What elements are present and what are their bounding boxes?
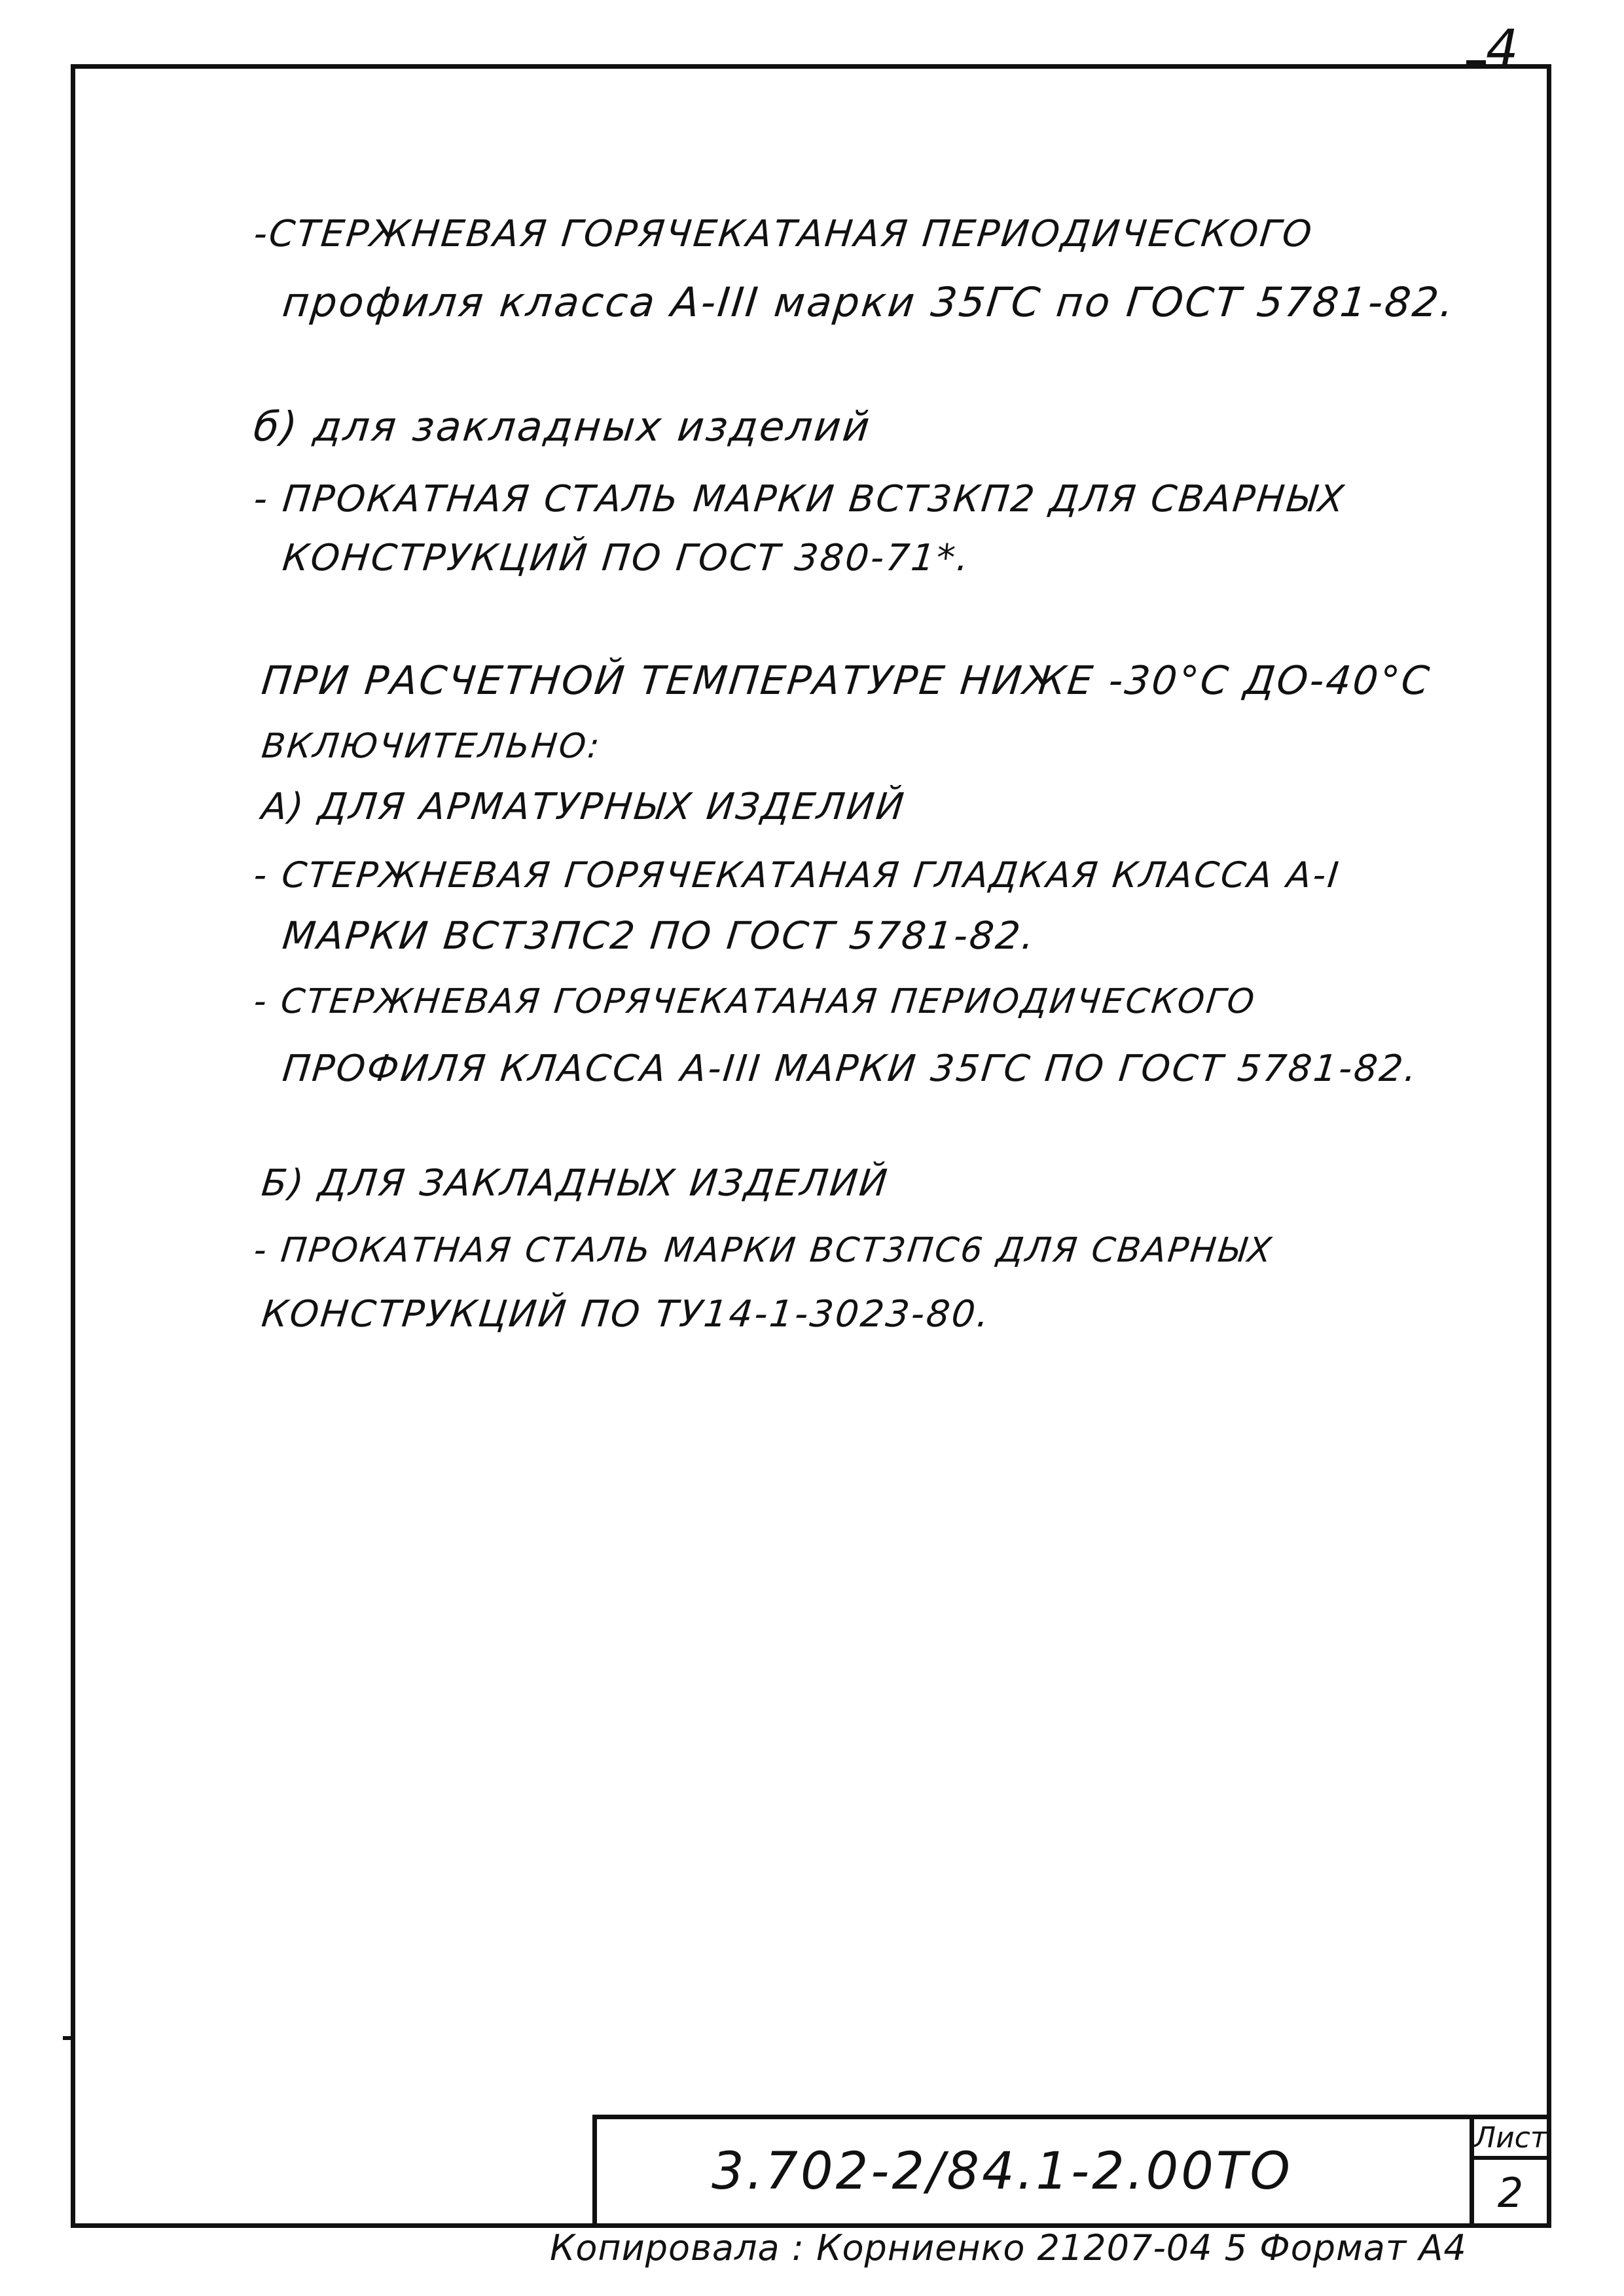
footer-copy-note: Копировала : Корниенко 21207-04 5 Формат А4 bbox=[550, 2227, 1467, 2269]
text-line-11: - СТЕРЖНЕВАЯ ГОРЯЧЕКАТАНАЯ ПЕРИОДИЧЕСКОГО bbox=[251, 982, 1258, 1021]
title-block bbox=[592, 2115, 1547, 2223]
text-line-14: - ПРОКАТНАЯ СТАЛЬ МАРКИ ВСТ3ПС6 ДЛЯ СВАРНЫХ bbox=[251, 1231, 1275, 1270]
text-line-8: А) ДЛЯ АРМАТУРНЫХ ИЗДЕЛИЙ bbox=[259, 786, 908, 828]
text-line-10: МАРКИ ВСТ3ПС2 ПО ГОСТ 5781-82. bbox=[280, 913, 1039, 958]
page-number: 4 bbox=[1486, 20, 1519, 79]
text-line-3: б) для закладных изделий bbox=[251, 403, 874, 450]
text-line-1: -СТЕРЖНЕВАЯ ГОРЯЧЕКАТАНАЯ ПЕРИОДИЧЕСКОГО bbox=[251, 213, 1316, 255]
text-line-4: - ПРОКАТНАЯ СТАЛЬ МАРКИ ВСТ3КП2 ДЛЯ СВАРНЫХ bbox=[251, 478, 1348, 520]
sheet-cell bbox=[1470, 2115, 1547, 2223]
text-line-5: КОНСТРУКЦИЙ ПО ГОСТ 380-71*. bbox=[280, 537, 973, 579]
text-line-6: ПРИ РАСЧЕТНОЙ ТЕМПЕРАТУРЕ НИЖЕ -30°С ДО-40°С bbox=[259, 658, 1434, 704]
document-code: 3.702-2/84.1-2.00ТО bbox=[712, 2142, 1293, 2201]
text-line-9: - СТЕРЖНЕВАЯ ГОРЯЧЕКАТАНАЯ ГЛАДКАЯ КЛАССА А-І bbox=[251, 854, 1343, 896]
text-line-2: профиля класса А-ІІІ марки 35ГС по ГОСТ 5781-82. bbox=[280, 278, 1458, 326]
title-block-main-cell bbox=[592, 2115, 1470, 2223]
sheet-number: 2 bbox=[1497, 2169, 1524, 2217]
text-line-7: ВКЛЮЧИТЕЛЬНО: bbox=[259, 727, 604, 766]
text-line-15: КОНСТРУКЦИЙ ПО ТУ14-1-3023-80. bbox=[259, 1293, 993, 1336]
text-line-12: ПРОФИЛЯ КЛАССА А-ІІІ МАРКИ 35ГС ПО ГОСТ 5781-82. bbox=[280, 1048, 1421, 1090]
sheet-label: Лист bbox=[1474, 2119, 1547, 2160]
text-line-13: Б) ДЛЯ ЗАКЛАДНЫХ ИЗДЕЛИЙ bbox=[259, 1162, 892, 1205]
